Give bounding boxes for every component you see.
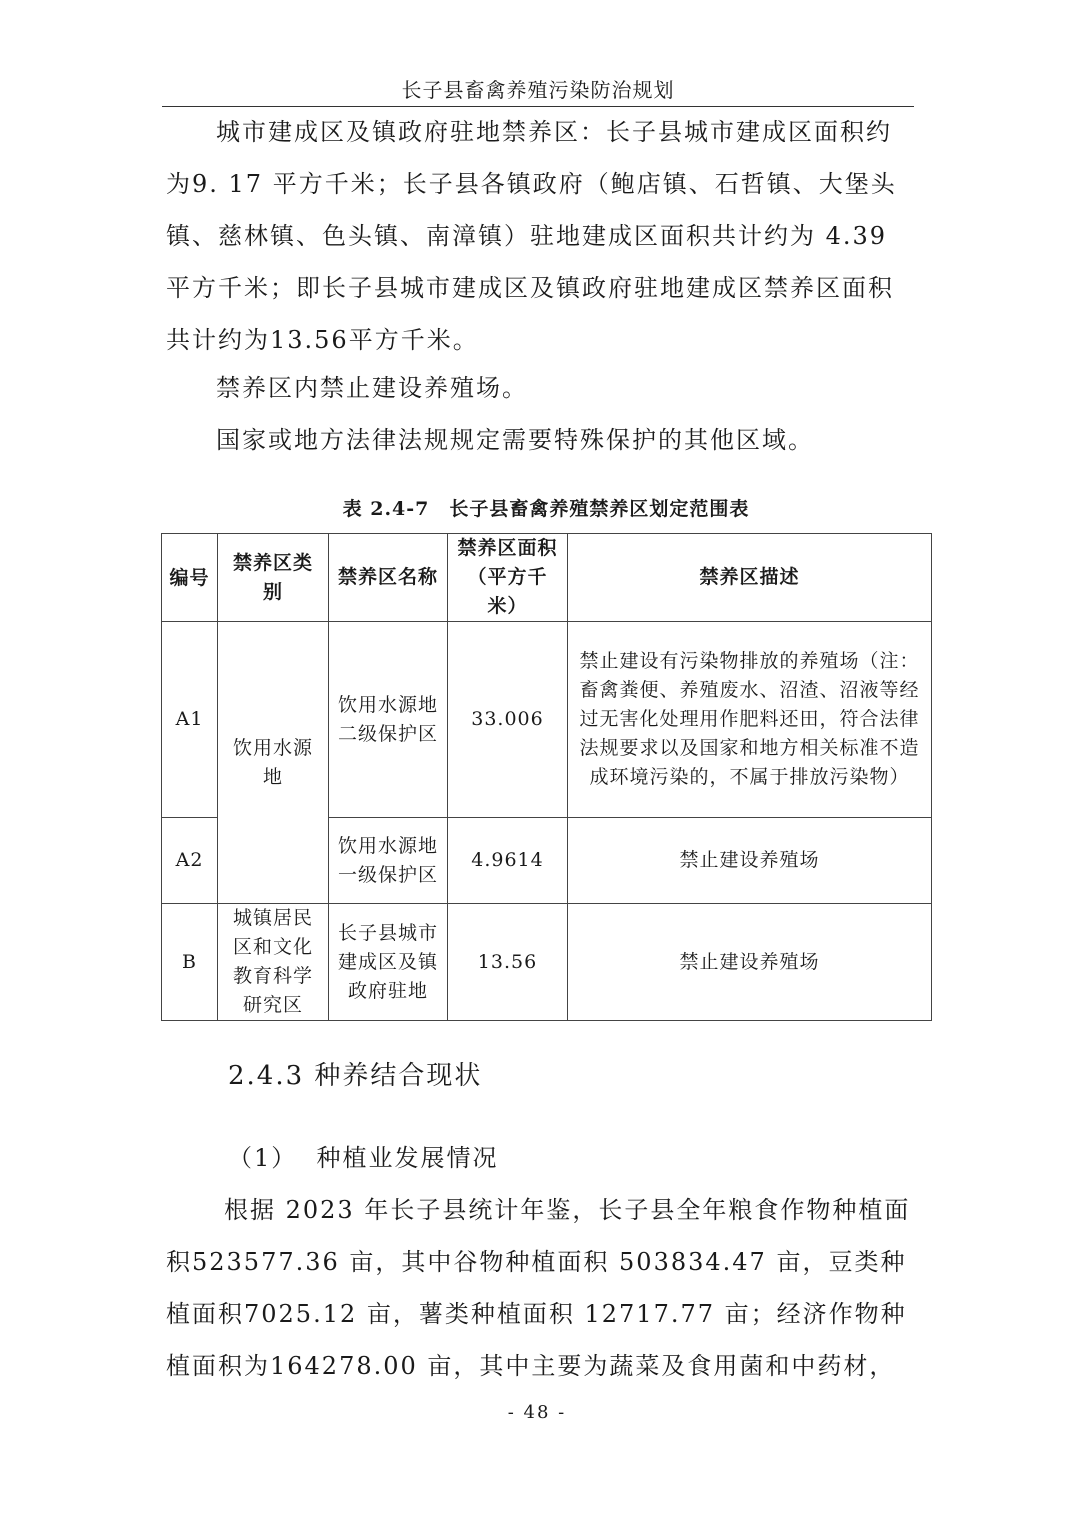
row-id: A2 (162, 818, 218, 904)
row-description: 禁止建设有污染物排放的养殖场（注：畜禽粪便、养殖废水、沼渣、沼液等经过无害化处理用作肥料还田，符合法律法规要求以及国家和地方相关标准不造成环境污染的，不属于排放污染物） (568, 622, 932, 818)
running-header: 长子县畜禽养殖污染防治规划 (401, 78, 675, 102)
header-id: 编号 (162, 534, 218, 622)
row-description: 禁止建设养殖场 (568, 904, 932, 1021)
header-description: 禁养区描述 (568, 534, 932, 622)
table-row (162, 904, 932, 1021)
table-caption: 表 2.4-7 长子县畜禽养殖禁养区划定范围表 (342, 498, 750, 520)
body-line-other-areas: 国家或地方法律法规规定需要特殊保护的其他区域。 (216, 426, 814, 454)
row-description: 禁止建设养殖场 (568, 818, 932, 904)
subsection-heading: （1） 种植业发展情况 (228, 1144, 499, 1172)
row-category: 饮用水源地 (218, 622, 329, 904)
row-id: A1 (162, 622, 218, 818)
header-category: 禁养区类别 (218, 534, 329, 622)
prohibited-zone-table (161, 533, 932, 1021)
table-header-row (162, 534, 932, 622)
body-line-no-farm: 禁养区内禁止建设养殖场。 (216, 374, 528, 402)
table-row (162, 622, 932, 818)
row-category: 城镇居民区和文化教育科学研究区 (218, 904, 329, 1021)
body-paragraph-crop-area: 根据 2023 年长子县统计年鉴，长子县全年粮食作物种植面积523577.36 亩，其中谷物种植面积 503834.47 亩，豆类种植面积7025.12 亩，薯类种植面积 12717.77 亩；经济作物种植面积为164278.00 亩，其中主要为蔬菜及食用菌和中药材， (166, 1196, 911, 1380)
row-name: 长子县城市建成区及镇政府驻地 (329, 904, 448, 1021)
row-area: 4.9614 (448, 818, 568, 904)
body-paragraph-urban-zone: 城市建成区及镇政府驻地禁养区：长子县城市建成区面积约为9. 17 平方千米；长子县各镇政府（鲍店镇、石哲镇、大堡头镇、慈林镇、色头镇、南漳镇）驻地建成区面积共计约为 4.39 平方千米；即长子县城市建成区及镇政府驻地建成区禁养区面积共计约为13.56平方千米。 (166, 118, 897, 354)
section-heading: 2.4.3 种养结合现状 (228, 1061, 483, 1091)
row-area: 13.56 (448, 904, 568, 1021)
row-area: 33.006 (448, 622, 568, 818)
header-name: 禁养区名称 (329, 534, 448, 622)
header-area: 禁养区面积（平方千米） (448, 534, 568, 622)
page-number: - 48 - (507, 1402, 567, 1423)
row-id: B (162, 904, 218, 1021)
row-name: 饮用水源地一级保护区 (329, 818, 448, 904)
row-name: 饮用水源地二级保护区 (329, 622, 448, 818)
